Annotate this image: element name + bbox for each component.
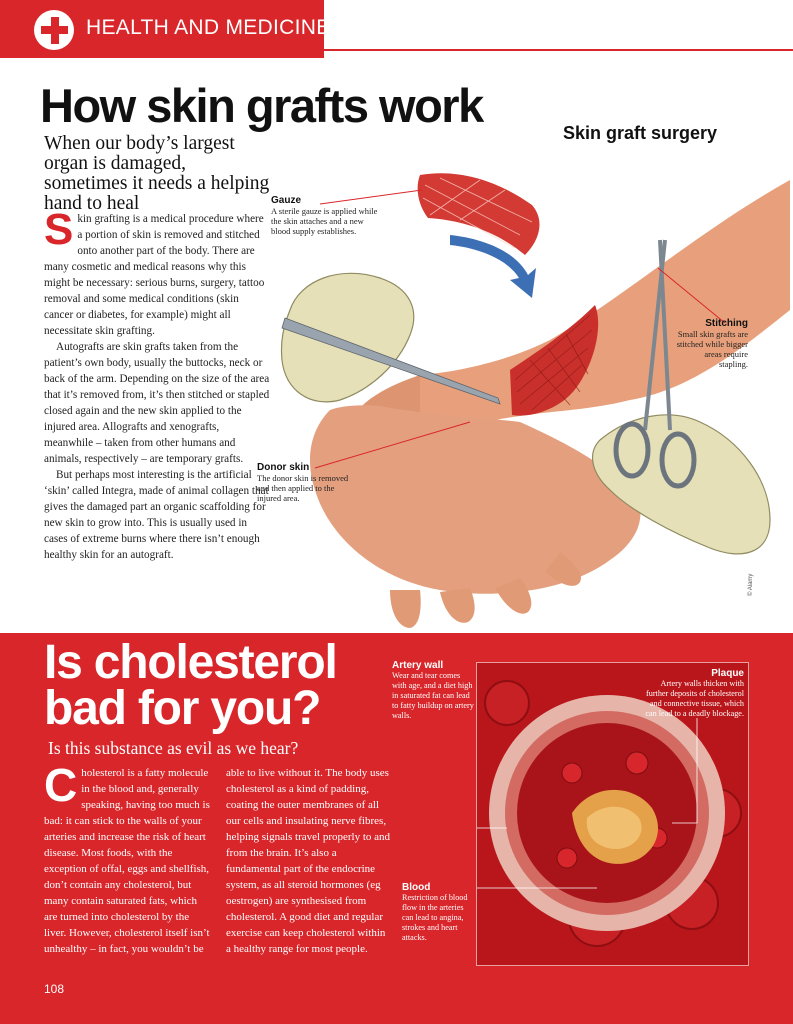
callout-gauze	[271, 195, 381, 236]
column-text: holesterol is a fatty molecule in the blood and, generally speaking, having too much is bad: it can stick to the walls of your arteries and increase the risk of heart disease. Most foods, with the exception of offal, eggs and shellfish, don’t contain any cholesterol, but many contain saturated fats, which are turned into cholesterol by the liver. However, cholesterol itself isn’t unhealthy – in fact, you wouldn’t be	[44, 767, 210, 955]
callout-text: Small skin grafts are stitched while bigger areas require stapling.	[676, 329, 748, 369]
callout-text: Restriction of blood flow in the arteries can lead to angina, strokes and heart attacks.	[402, 893, 468, 942]
article-column-1	[44, 759, 212, 957]
article-column-2: able to live without it. The body uses cholesterol as a kind of padding, coating the outer membranes of all our cells and insulating nerve fibres, helping signals travel properly to and from the brain. It’s also a fundamental part of the endocrine system, as all steroid hormones (eg oestrogen) are synthesised from cholesterol. A good diet and regular exercise can keep cholesterol within a healthy range for most people.	[226, 767, 391, 955]
callout-text: Artery walls thicken with further deposits of cholesterol and connective tissue, which can lead to a deadly blockage.	[645, 679, 744, 718]
figure-title: Skin graft surgery	[563, 123, 718, 143]
article-subtitle: Is this substance as evil as we hear?	[48, 738, 299, 758]
article-subtitle: When our body’s largest organ is damaged, sometimes it needs a helping hand to heal	[44, 133, 270, 214]
callout-heading: Blood	[402, 882, 431, 893]
section-label: HEALTH AND MEDICINE	[86, 16, 331, 39]
photo-credit: © Alamy	[748, 573, 754, 596]
drop-cap: S	[44, 205, 74, 254]
callout-blood	[402, 882, 474, 943]
callout-text: The donor skin is removed and then applied to the injured area.	[257, 473, 349, 503]
header-rule	[324, 49, 793, 51]
page-number: 108	[44, 982, 65, 996]
callout-heading: Gauze	[271, 195, 302, 206]
callout-heading: Plaque	[711, 668, 744, 679]
article-title: Is cholesterol bad for you?	[44, 636, 337, 735]
callout-heading: Artery wall	[392, 660, 444, 671]
article-paragraph: Skin grafting is a medical procedure where a portion of skin is removed and stitched onto another part of the body. There are many cosmetic and medical reasons why this might be necessary: serious burns, surgery, tattoo removal and some medical conditions (skin cancer or diabetes, for example) might all necessitate skin grafting.	[44, 205, 265, 337]
article-title: How skin grafts work	[40, 79, 483, 132]
medical-cross-icon	[34, 10, 74, 50]
callout-plaque	[640, 668, 744, 719]
article-paragraph: Autografts are skin grafts taken from the patient’s own body, usually the buttocks, neck or back of the arm. Depending on the size of the area that it’s removed from, it’s then stitched or stapled closed again and the new skin applied to the injured area. Allografts and xenografts, meanwhile – taken from other humans and animals, respectively – are temporary grafts.	[44, 341, 270, 465]
callout-donor-skin	[257, 462, 357, 503]
article-body	[44, 205, 270, 563]
callout-text: Wear and tear comes with age, and a diet high in saturated fat can lead to fatty buildup on artery walls.	[392, 671, 474, 720]
article-paragraph: But perhaps most interesting is the artificial ‘skin’ called Integra, made of animal collagen that gives the damaged part an organic scaffolding for new skin to grow into. This is usually used in cases of extreme burns where there isn’t enough healthy skin for an autograft.	[44, 469, 269, 561]
callout-text: A sterile gauze is applied while the skin attaches and a new blood supply establishes.	[271, 206, 378, 236]
drop-cap: C	[44, 759, 78, 811]
callout-artery-wall	[392, 660, 474, 721]
callout-heading: Donor skin	[257, 462, 310, 473]
callout-heading: Stitching	[705, 318, 748, 329]
callout-stitching	[676, 318, 748, 369]
